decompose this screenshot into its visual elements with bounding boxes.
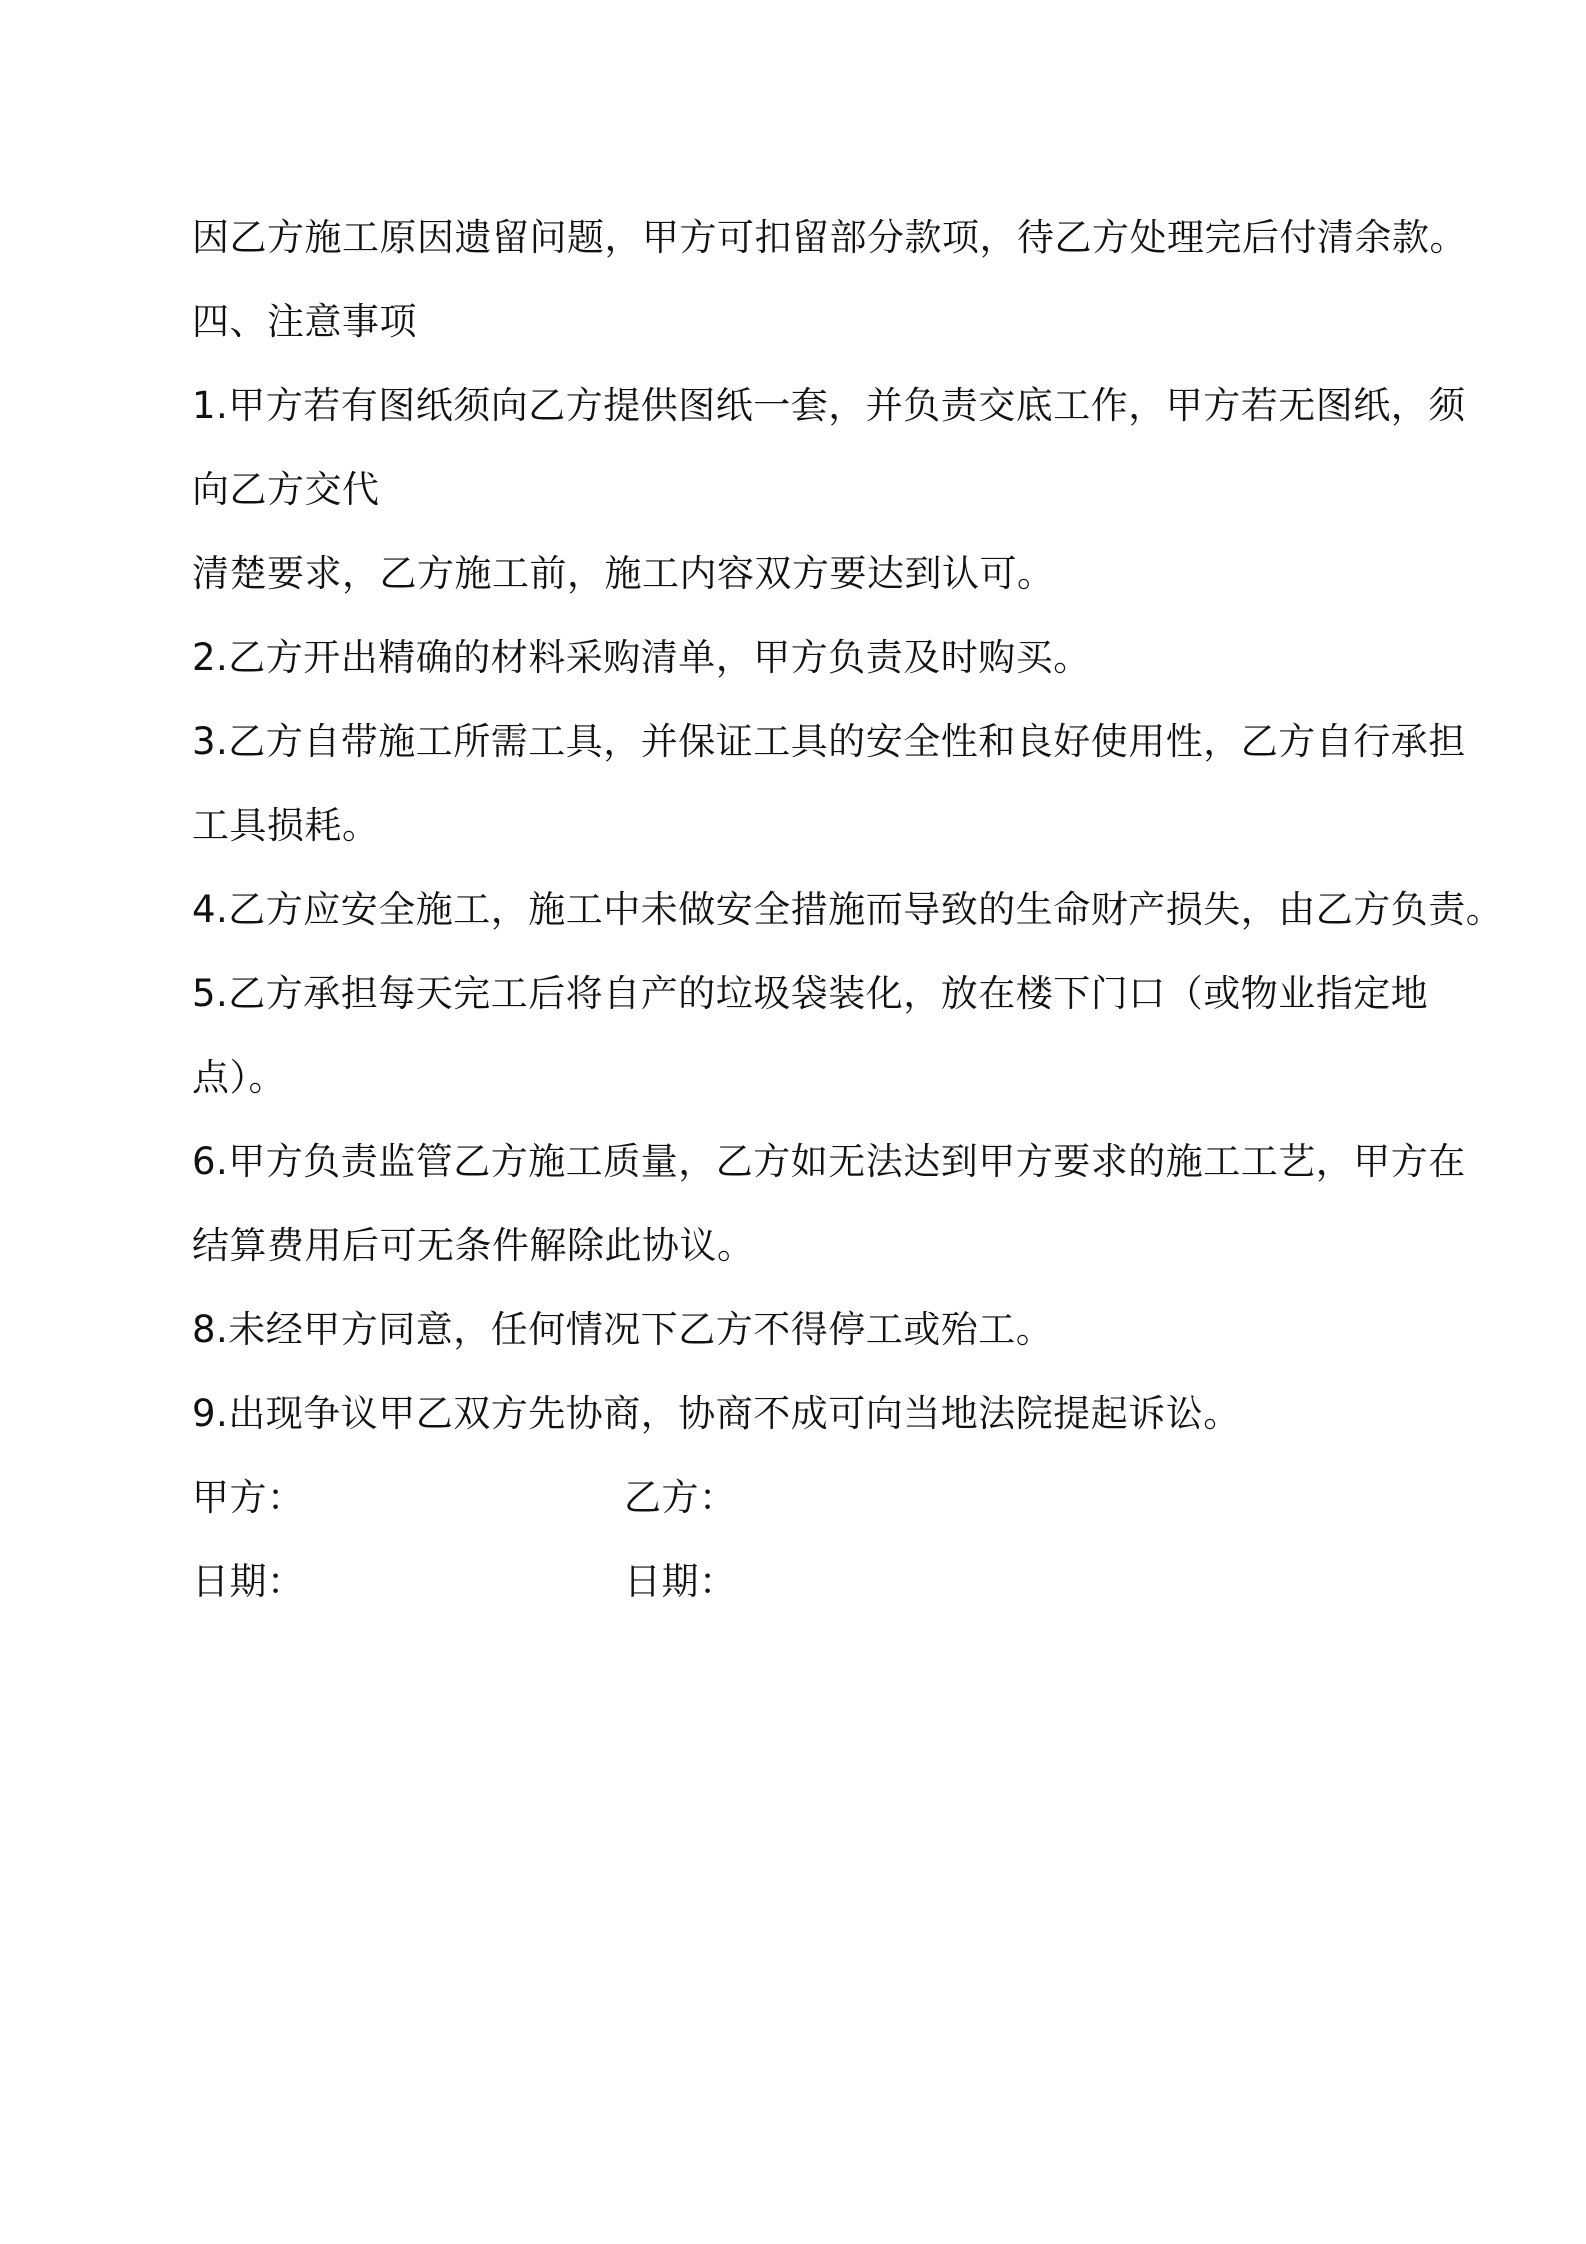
date-b-label: 日期： xyxy=(624,1560,737,1603)
paragraph-line: 2.乙方开出精确的材料采购清单，甲方负责及时购买。 xyxy=(192,636,1091,679)
paragraph-line: 5.乙方承担每天完工后将自产的垃圾袋装化，放在楼下门口（或物业指定地 xyxy=(192,972,1429,1015)
party-a-label: 甲方： xyxy=(192,1476,305,1519)
paragraph-line: 点）。 xyxy=(192,1056,286,1099)
paragraph-line: 向乙方交代 xyxy=(192,468,380,511)
paragraph-line: 1.甲方若有图纸须向乙方提供图纸一套，并负责交底工作，甲方若无图纸，须 xyxy=(192,384,1466,427)
paragraph-line: 4.乙方应安全施工，施工中未做安全措施而导致的生命财产损失，由乙方负责。 xyxy=(192,888,1504,931)
paragraph-line: 工具损耗。 xyxy=(192,804,380,847)
paragraph-line: 因乙方施工原因遗留问题，甲方可扣留部分款项，待乙方处理完后付清余款。 xyxy=(192,216,1467,259)
paragraph-line: 结算费用后可无条件解除此协议。 xyxy=(192,1224,755,1267)
paragraph-line: 9.出现争议甲乙双方先协商，协商不成可向当地法院提起诉讼。 xyxy=(192,1392,1241,1435)
paragraph-line: 清楚要求，乙方施工前，施工内容双方要达到认可。 xyxy=(192,552,1055,595)
paragraph-line: 6.甲方负责监管乙方施工质量，乙方如无法达到甲方要求的施工工艺，甲方在 xyxy=(192,1140,1466,1183)
date-a-label: 日期： xyxy=(192,1560,305,1603)
paragraph-line: 8.未经甲方同意，任何情况下乙方不得停工或殆工。 xyxy=(192,1308,1054,1351)
date-row xyxy=(192,1540,1442,1624)
document-body xyxy=(192,196,1504,1624)
paragraph-line: 3.乙方自带施工所需工具，并保证工具的安全性和良好使用性，乙方自行承担 xyxy=(192,720,1466,763)
party-b-label: 乙方： xyxy=(624,1476,737,1519)
signature-row xyxy=(192,1456,1442,1540)
section-heading: 四、注意事项 xyxy=(192,300,417,343)
